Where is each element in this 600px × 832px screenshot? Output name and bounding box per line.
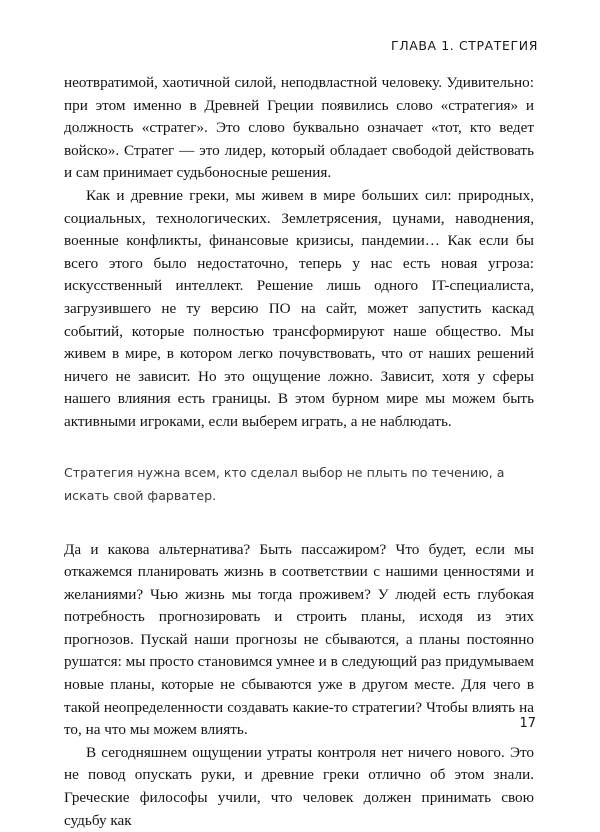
running-head: ГЛАВА 1. СТРАТЕГИЯ	[390, 38, 538, 53]
paragraph-4: В сегодняшнем ощущении утраты контроля нет ничего нового. Это не повод опускать руки, и древние греки отлично об этом знали. Греческие философы учили, что человек должен принимать свою судьбу как	[64, 743, 534, 829]
paragraph-3: Да и какова альтернатива? Быть пассажиром? Что будет, если мы откажемся планировать жизнь в соответствии с нашими ценностями и желаниями? Чью жизнь мы тогда проживем? У людей есть глубокая потребность прогнозировать и строить планы, исходя из этих прогнозов. Пускай наши прогнозы не сбываются, а планы постоянно рушатся: мы просто становимся умнее и в следующий раз придумываем новые планы, которые не сбываются уже в другом месте. Для чего в такой неопределенности создавать какие-то стратегии? Чтобы влиять на то, на что мы можем влиять.	[64, 540, 534, 739]
page-number: 17	[519, 716, 536, 731]
paragraph-2: Как и древние греки, мы живем в мире больших сил: природных, социальных, технологических. Землетрясения, цунами, наводнения, военные конфликты, финансовые кризисы, пандемии… Как если бы всего этого было недостаточно, теперь у нас есть новая угроза: искусственный интеллект. Решение лишь одного IT-специалиста, загрузившего не ту версию ПО на сайт, может запустить каскад событий, которые полностью трансформируют наше общество. Мы живем в мире, в котором легко почувствовать, что от наших решений ничего не зависит. Но это ощущение ложно. Зависит, хотя у сферы нашего влияния есть границы. В этом бурном мире мы можем быть активными игроками, если выберем играть, а не наблюдать.	[64, 186, 534, 430]
body-text	[64, 72, 534, 832]
pull-quote: Стратегия нужна всем, кто сделал выбор не плыть по течению, а искать свой фарватер.	[64, 464, 505, 503]
paragraph-1: неотвратимой, хаотичной силой, неподвластной человеку. Удивительно: при этом именно в Древней Греции появились слово «стратегия» и должность «стратег». Это слово буквально означает «тот, кто ведет войско». Стратег — это лидер, который обладает свободой действовать и сам принимает судьбоносные решения.	[64, 74, 534, 182]
